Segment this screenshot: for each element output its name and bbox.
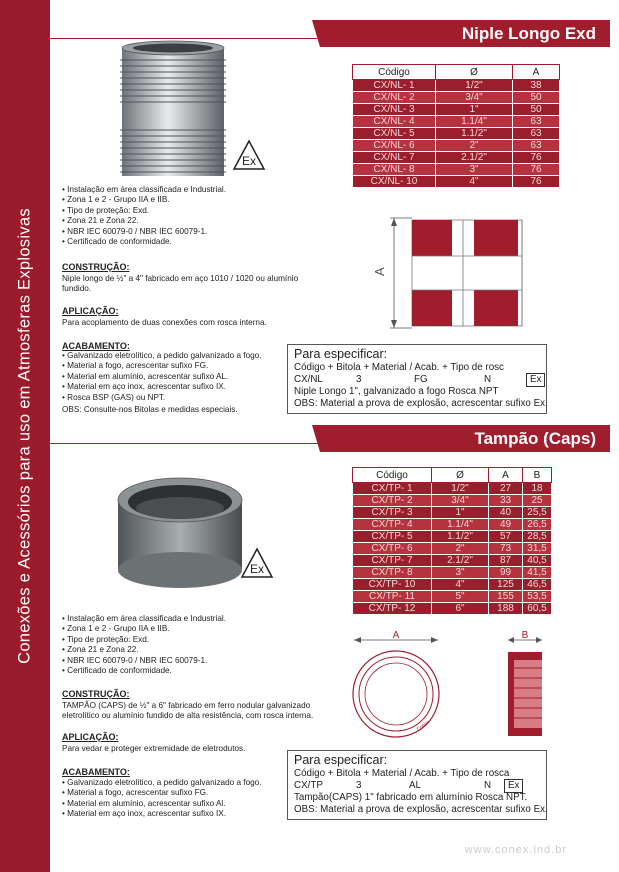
ex-mark-icon [232, 139, 266, 171]
dimension-a-label: A [392, 630, 400, 641]
spec-formula: Código + Bitola + Material / Acab. + Tipo de rosca [294, 768, 510, 779]
ex-mark-text: Ex [249, 562, 265, 576]
niple-aplicacao-heading: APLICAÇÃO: [62, 306, 119, 316]
niple-spec-box [287, 344, 547, 414]
table-cell: 73 [489, 543, 523, 555]
table-row [353, 495, 552, 507]
table-cell: CX/TP- 6 [353, 543, 432, 555]
paragraph-line: Niple longo de ½" a 4" fabricado em aço 1010 / 1020 ou alumínio [62, 274, 299, 283]
table-row [353, 176, 560, 188]
niple-table [352, 64, 560, 188]
paragraph-line: eletrolítico ou alumínio fundido de alta resistência, com rosca interna. [62, 711, 314, 721]
table-cell: 155 [489, 591, 523, 603]
list-item: • Instalação em área classificada e Industrial. [62, 185, 226, 195]
table-row [353, 92, 560, 104]
table-cell: 38 [513, 80, 560, 92]
spec-code: 3 [356, 780, 362, 791]
niple-obs: OBS: Consulte-nos Bitolas e medidas especiais. [62, 405, 238, 414]
title-rule [50, 443, 320, 444]
table-cell: 4" [436, 176, 513, 188]
table-row [353, 591, 552, 603]
tampao-feature-list [62, 614, 226, 676]
spec-code-ex: Ex [504, 779, 523, 793]
table-cell: 60,5 [523, 603, 552, 615]
table-cell: 27 [489, 483, 523, 495]
table-cell: 28,5 [523, 531, 552, 543]
table-row [353, 555, 552, 567]
list-item: • Instalação em área classificada e Industrial. [62, 614, 226, 624]
table-cell: CX/NL- 10 [353, 176, 436, 188]
tampao-acabamento-heading: ACABAMENTO: [62, 767, 130, 777]
table-cell: 25,5 [523, 507, 552, 519]
table-cell: 3" [436, 164, 513, 176]
table-cell: 57 [489, 531, 523, 543]
table-cell: CX/TP- 11 [353, 591, 432, 603]
tampao-construcao-text [62, 701, 313, 722]
list-item: • Zona 1 e 2 - Grupo IIA e IIB. [62, 195, 226, 205]
table-cell: 76 [513, 164, 560, 176]
table-cell: 188 [489, 603, 523, 615]
table-cell: CX/TP- 12 [353, 603, 432, 615]
table-cell: CX/NL- 5 [353, 128, 436, 140]
paragraph-line: TAMPÃO (CAPS) de ½" a 6" fabricado em ferro nodular galvanizado [62, 701, 311, 710]
list-item: • Rosca BSP (GAS) ou NPT. [62, 393, 262, 403]
tampao-title: Tampão (Caps) [320, 425, 610, 452]
table-header: Código [353, 65, 436, 80]
niple-technical-drawing [372, 210, 536, 335]
spec-code: CX/NL [294, 374, 323, 385]
sidebar-band [0, 0, 50, 872]
tampao-spec-box [287, 750, 547, 820]
spec-obs: OBS: Material a prova de explosão, acrescentar sufixo Ex. [294, 804, 548, 815]
list-item: • Material a fogo, acrescentar sufixo FG. [62, 788, 262, 798]
list-item: • Material em alumínio, acrescentar sufixo AL. [62, 372, 262, 382]
table-cell: 41,5 [523, 567, 552, 579]
list-item: • NBR IEC 60079-0 / NBR IEC 60079-1. [62, 227, 226, 237]
tampao-table [352, 467, 552, 615]
table-row [353, 507, 552, 519]
table-row [353, 80, 560, 92]
table-cell: 1" [436, 104, 513, 116]
table-header: B [523, 468, 552, 483]
list-item: • Tipo de proteção: Exd. [62, 635, 226, 645]
table-cell: 2.1/2" [436, 152, 513, 164]
table-cell: 3/4" [436, 92, 513, 104]
table-cell: CX/NL- 4 [353, 116, 436, 128]
table-cell: CX/TP- 8 [353, 567, 432, 579]
table-cell: CX/TP- 4 [353, 519, 432, 531]
table-cell: 1.1/2" [436, 128, 513, 140]
list-item: • Material a fogo, acrescentar sufixo FG. [62, 361, 262, 371]
table-cell: CX/NL- 6 [353, 140, 436, 152]
table-cell: 49 [489, 519, 523, 531]
tampao-aplicacao-heading: APLICAÇÃO: [62, 732, 119, 742]
spec-codes [294, 374, 540, 386]
table-row [353, 116, 560, 128]
tampao-aplicacao-text: Para vedar e proteger extremidade de eletrodutos. [62, 744, 246, 753]
table-cell: 1/2" [436, 80, 513, 92]
table-cell: 4" [432, 579, 489, 591]
table-cell: 25 [523, 495, 552, 507]
table-cell: 3/4" [432, 495, 489, 507]
list-item: • Zona 1 e 2 - Grupo IIA e IIB. [62, 624, 226, 634]
table-row [353, 483, 552, 495]
list-item: • Certificado de conformidade. [62, 237, 226, 247]
table-cell: 1.1/4" [432, 519, 489, 531]
table-cell: 76 [513, 176, 560, 188]
ex-mark-icon [240, 547, 274, 579]
spec-heading: Para especificar: [294, 753, 388, 767]
table-header: Ø [432, 468, 489, 483]
spec-code-ex: Ex [526, 373, 545, 387]
table-row [353, 140, 560, 152]
table-cell: 31,5 [523, 543, 552, 555]
table-row [353, 104, 560, 116]
list-item: • Tipo de proteção: Exd. [62, 206, 226, 216]
niple-product-image [110, 40, 240, 180]
list-item: • NBR IEC 60079-0 / NBR IEC 60079-1. [62, 656, 226, 666]
niple-construcao-text [62, 274, 298, 295]
spec-code: AL [409, 780, 421, 791]
table-cell: 40,5 [523, 555, 552, 567]
spec-obs: OBS: Material a prova de explosão, acrescentar sufixo Ex. [294, 398, 548, 409]
table-cell: CX/TP- 2 [353, 495, 432, 507]
table-cell: 2" [432, 543, 489, 555]
spec-heading: Para especificar: [294, 347, 388, 361]
table-cell: 63 [513, 128, 560, 140]
table-cell: 99 [489, 567, 523, 579]
table-cell: 2.1/2" [432, 555, 489, 567]
table-cell: CX/TP- 7 [353, 555, 432, 567]
sidebar-title: Conexões e Acessórios para uso em Atmosferas Explosivas [15, 208, 34, 664]
spec-code: FG [414, 374, 428, 385]
list-item: • Material em aço inox, acrescentar sufixo IX. [62, 382, 262, 392]
table-cell: CX/TP- 5 [353, 531, 432, 543]
niple-title: Niple Longo Exd [320, 20, 610, 47]
spec-example: Niple Longo 1", galvanizado a fogo Rosca NPT [294, 386, 499, 397]
dimension-b-label: B [521, 630, 529, 641]
table-cell: 2" [436, 140, 513, 152]
tampao-product-image [110, 472, 250, 592]
website-watermark: www.conex.ind.br [464, 844, 567, 856]
table-cell: 5" [432, 591, 489, 603]
table-row [353, 579, 552, 591]
paragraph-line: fundido. [62, 284, 92, 294]
drawing-mark: Conex [415, 719, 431, 733]
table-header: A [489, 468, 523, 483]
table-cell: CX/NL- 1 [353, 80, 436, 92]
table-row [353, 531, 552, 543]
tampao-acabamento-list [62, 778, 262, 820]
tampao-front-drawing [346, 630, 446, 742]
table-cell: 63 [513, 140, 560, 152]
table-cell: 1.1/2" [432, 531, 489, 543]
table-cell: 50 [513, 92, 560, 104]
tampao-section-drawing [500, 630, 550, 742]
table-cell: 18 [523, 483, 552, 495]
table-header: A [513, 65, 560, 80]
niple-acabamento-list [62, 351, 262, 403]
spec-codes [294, 780, 540, 792]
list-item: • Material em aço inox, acrescentar sufixo IX. [62, 809, 262, 819]
spec-formula: Código + Bitola + Material / Acab. + Tipo de rosc [294, 362, 504, 373]
spec-code: CX/TP [294, 780, 323, 791]
table-cell: 53,5 [523, 591, 552, 603]
list-item: • Galvanizado eletrolítico, a pedido galvanizado a fogo. [62, 778, 262, 788]
niple-feature-list [62, 185, 226, 247]
table-header: Código [353, 468, 432, 483]
table-cell: 3" [432, 567, 489, 579]
table-cell: 40 [489, 507, 523, 519]
table-cell: CX/TP- 1 [353, 483, 432, 495]
table-cell: 26,5 [523, 519, 552, 531]
table-row [353, 128, 560, 140]
table-cell: 87 [489, 555, 523, 567]
list-item: • Zona 21 e Zona 22. [62, 216, 226, 226]
table-cell: 1.1/4" [436, 116, 513, 128]
table-row [353, 152, 560, 164]
table-cell: 63 [513, 116, 560, 128]
table-cell: CX/NL- 7 [353, 152, 436, 164]
table-cell: 46,5 [523, 579, 552, 591]
table-cell: 125 [489, 579, 523, 591]
list-item: • Material em alumínio, acrescentar sufixo Al. [62, 799, 262, 809]
list-item: • Zona 21 e Zona 22. [62, 645, 226, 655]
table-cell: 76 [513, 152, 560, 164]
table-cell: CX/TP- 3 [353, 507, 432, 519]
niple-aplicacao-text: Para acoplamento de duas conexões com rosca interna. [62, 318, 267, 327]
table-header: Ø [436, 65, 513, 80]
table-row [353, 567, 552, 579]
spec-example: Tampão(CAPS) 1" fabricado em alumínio Rosca NPT. [294, 792, 528, 803]
table-cell: 6" [432, 603, 489, 615]
table-cell: CX/TP- 10 [353, 579, 432, 591]
table-cell: CX/NL- 2 [353, 92, 436, 104]
table-cell: 33 [489, 495, 523, 507]
list-item: • Galvanizado eletrolítico, a pedido galvanizado a fogo. [62, 351, 262, 361]
table-cell: CX/NL- 8 [353, 164, 436, 176]
tampao-construcao-heading: CONSTRUÇÃO: [62, 689, 130, 699]
niple-construcao-heading: CONSTRUÇÃO: [62, 262, 130, 272]
ex-mark-text: Ex [241, 154, 257, 168]
spec-code: 3 [356, 374, 362, 385]
table-row [353, 164, 560, 176]
table-cell: 1/2" [432, 483, 489, 495]
niple-acabamento-heading: ACABAMENTO: [62, 341, 130, 351]
table-cell: 50 [513, 104, 560, 116]
spec-code: N [484, 780, 492, 791]
table-row [353, 543, 552, 555]
table-cell: 1" [432, 507, 489, 519]
table-cell: CX/NL- 3 [353, 104, 436, 116]
table-row [353, 519, 552, 531]
spec-code: N [484, 374, 492, 385]
table-row [353, 603, 552, 615]
dimension-a-label: A [372, 267, 387, 276]
title-rule [50, 38, 320, 39]
list-item: • Certificado de conformidade. [62, 666, 226, 676]
